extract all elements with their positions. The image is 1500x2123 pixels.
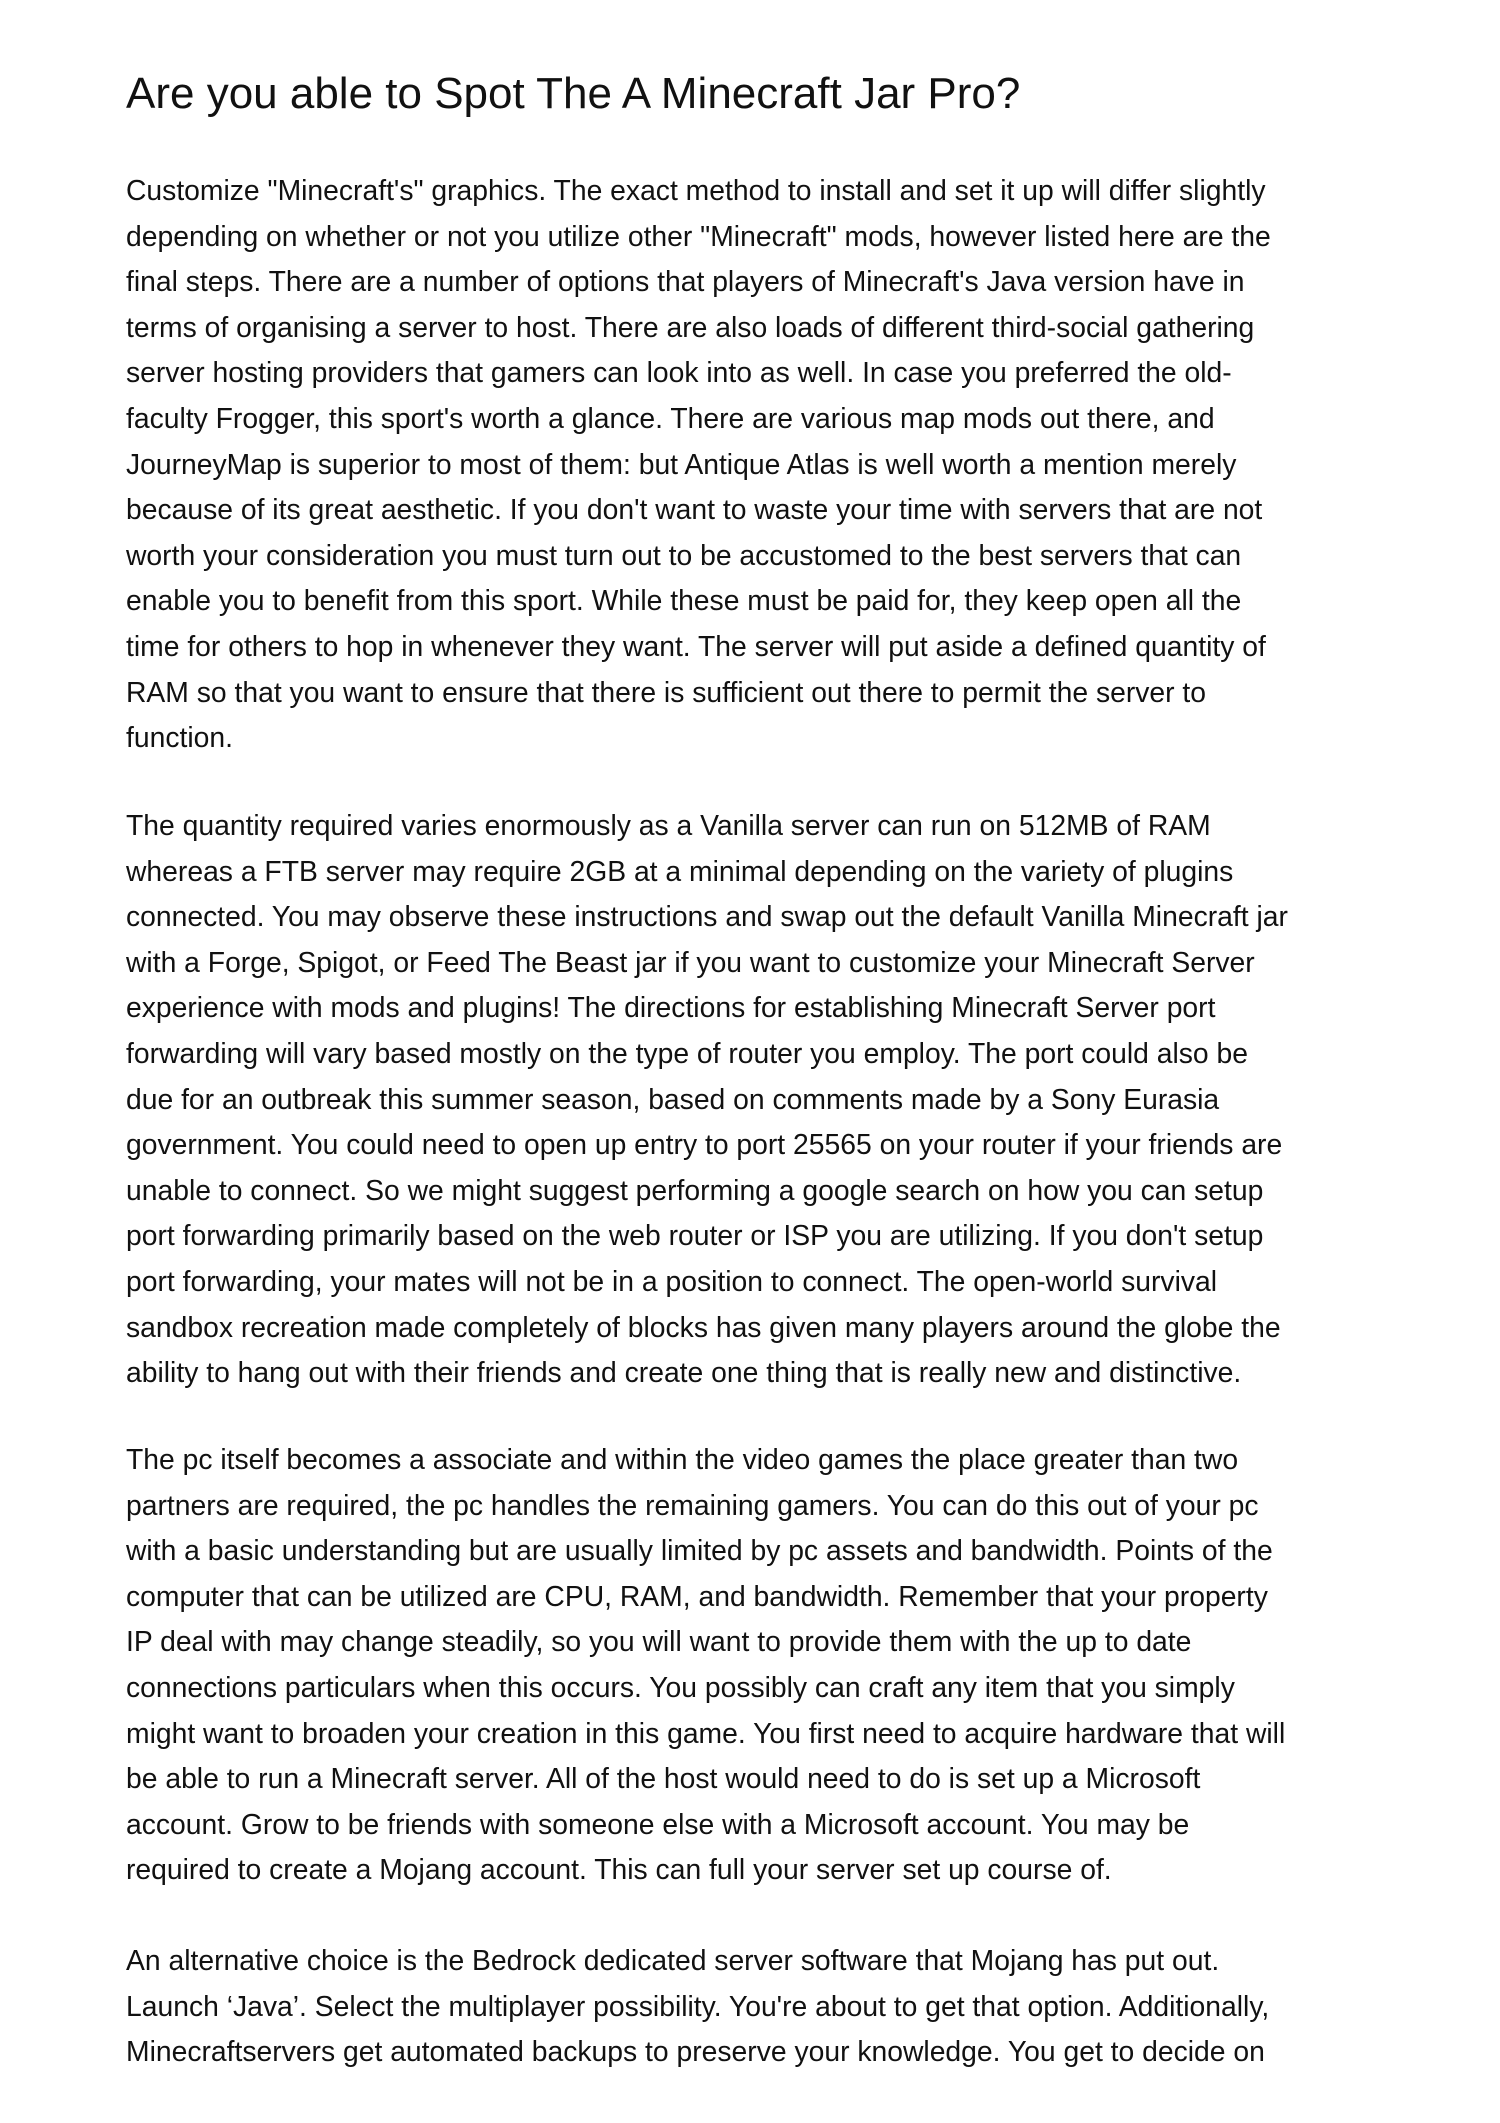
paragraph-1-line: depending on whether or not you utilize other "Minecraft" mods, however listed here are the — [126, 219, 1271, 252]
paragraph-3-line: with a basic understanding but are usually limited by pc assets and bandwidth. Points of the — [126, 1534, 1273, 1567]
paragraph-3-line: required to create a Mojang account. This can full your server set up course of. — [126, 1853, 1112, 1886]
paragraph-4-line: An alternative choice is the Bedrock dedicated server software that Mojang has put out. — [126, 1944, 1220, 1976]
paragraph-2-line: The quantity required varies enormously as a Vanilla server can run on 512MB of RAM — [126, 809, 1211, 841]
paragraph-1 — [126, 168, 1271, 761]
paragraph-1-line: function. — [126, 721, 233, 754]
paragraph-1-line: terms of organising a server to host. There are also loads of different third-social gathering — [126, 310, 1255, 343]
paragraph-3 — [126, 1437, 1285, 1893]
paragraph-4-line: Launch ‘Java’. Select the multiplayer possibility. You're about to get that option. Additionally, — [126, 1989, 1270, 2022]
paragraph-2-line: connected. You may observe these instructions and swap out the default Vanilla Minecraft jar — [126, 900, 1288, 933]
paragraph-2-line: forwarding will vary based mostly on the type of router you employ. The port could also be — [126, 1036, 1248, 1069]
paragraph-2-line: with a Forge, Spigot, or Feed The Beast jar if you want to customize your Minecraft Server — [126, 945, 1255, 978]
paragraph-1-line: time for others to hop in whenever they want. The server will put aside a defined quantity of — [126, 629, 1266, 662]
paragraph-2-line: whereas a FTB server may require 2GB at a minimal depending on the variety of plugins — [126, 854, 1234, 887]
paragraph-1-line: RAM so that you want to ensure that there is sufficient out there to permit the server to — [126, 675, 1207, 708]
paragraph-3-line: partners are required, the pc handles the remaining gamers. You can do this out of your pc — [126, 1488, 1259, 1521]
paragraph-3-line: The pc itself becomes a associate and within the video games the place greater than two — [126, 1443, 1239, 1475]
paragraph-2-line: experience with mods and plugins! The directions for establishing Minecraft Server port — [126, 991, 1216, 1024]
paragraph-3-line: might want to broaden your creation in this game. You first need to acquire hardware that will — [126, 1716, 1286, 1749]
paragraph-3-line: computer that can be utilized are CPU, RAM, and bandwidth. Remember that your property — [126, 1579, 1268, 1612]
paragraph-1-line: worth your consideration you must turn out to be accustomed to the best servers that can — [126, 538, 1242, 571]
paragraph-3-line: connections particulars when this occurs. You possibly can craft any item that you simply — [126, 1670, 1235, 1703]
paragraph-3-line: IP deal with may change steadily, so you will want to provide them with the up to date — [126, 1625, 1192, 1658]
paragraph-2-line: ability to hang out with their friends and create one thing that is really new and distinctive. — [126, 1356, 1242, 1389]
paragraph-1-line: final steps. There are a number of options that players of Minecraft's Java version have in — [126, 265, 1245, 298]
paragraph-1-line: enable you to benefit from this sport. While these must be paid for, they keep open all the — [126, 584, 1242, 617]
paragraph-3-line: be able to run a Minecraft server. All of the host would need to do is set up a Microsoft — [126, 1762, 1201, 1795]
paragraph-1-line: because of its great aesthetic. If you don't want to waste your time with servers that are not — [126, 493, 1263, 526]
paragraph-2-line: due for an outbreak this summer season, based on comments made by a Sony Eurasia — [126, 1082, 1220, 1115]
paragraph-1-line: JourneyMap is superior to most of them: but Antique Atlas is well worth a mention merely — [126, 447, 1237, 480]
paragraph-2-line: port forwarding primarily based on the web router or ISP you are utilizing. If you don't setup — [126, 1219, 1264, 1252]
paragraph-4 — [126, 1938, 1269, 2075]
paragraph-1-line: Customize "Minecraft's" graphics. The exact method to install and set it up will differ slightly — [126, 174, 1266, 206]
paragraph-2-line: sandbox recreation made completely of blocks has given many players around the globe the — [126, 1310, 1281, 1343]
paragraph-2 — [126, 803, 1288, 1396]
paragraph-2-line: port forwarding, your mates will not be in a position to connect. The open-world survival — [126, 1264, 1218, 1297]
paragraph-1-line: server hosting providers that gamers can look into as well. In case you preferred the old- — [126, 356, 1232, 389]
paragraph-2-line: unable to connect. So we might suggest performing a google search on how you can setup — [126, 1173, 1264, 1206]
paragraph-4-line: Minecraftservers get automated backups to preserve your knowledge. You get to decide on — [126, 2035, 1265, 2068]
page-title: Are you able to Spot The A Minecraft Jar Pro? — [126, 69, 1021, 118]
paragraph-3-line: account. Grow to be friends with someone else with a Microsoft account. You may be — [126, 1807, 1190, 1840]
paragraph-1-line: faculty Frogger, this sport's worth a glance. There are various map mods out there, and — [126, 401, 1215, 434]
paragraph-2-line: government. You could need to open up entry to port 25565 on your router if your friends are — [126, 1128, 1283, 1161]
